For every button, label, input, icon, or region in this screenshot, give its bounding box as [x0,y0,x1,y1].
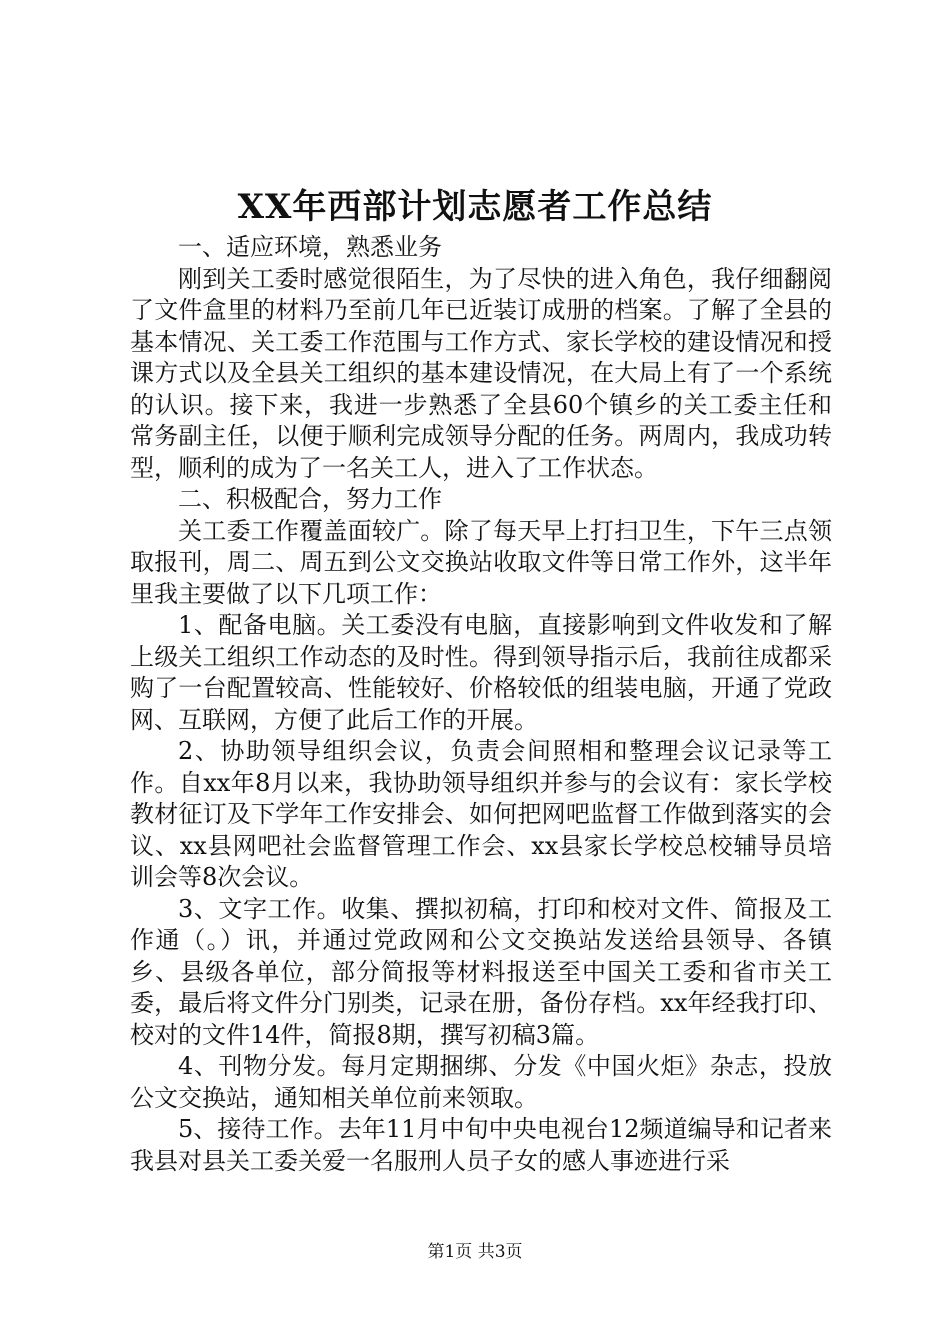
list-item: 4、刊物分发。每月定期捆绑、分发《中国火炬》杂志，投放公文交换站，通知相关单位前来领取。 [130,1052,832,1112]
list-item: 1、配备电脑。关工委没有电脑，直接影响到文件收发和了解上级关工组织工作动态的及时性。得到领导指示后，我前往成都采购了一台配置较高、性能较好、价格较低的组装电脑，开通了党政网、互联网，方便了此后工作的开展。 [130,611,832,734]
paragraph: 关工委工作覆盖面较广。除了每天早上打扫卫生，下午三点领取报刊，周二、周五到公文交换站收取文件等日常工作外，这半年里我主要做了以下几项工作： [130,516,832,608]
section-heading: 二、积极配合，努力工作 [178,485,442,513]
list-item: 5、接待工作。去年11月中旬中央电视台12频道编导和记者来我县对县关工委关爱一名服刑人员子女的感人事迹进行采 [130,1115,832,1175]
document-title: XX年西部计划志愿者工作总结 [237,187,713,227]
document-body [130,232,832,1177]
list-item: 3、文字工作。收集、撰拟初稿，打印和校对文件、简报及工作通（。）讯，并通过党政网和公文交换站发送给县领导、各镇乡、县级各单位，部分简报等材料报送至中国关工委和省市关工委，最后将文件分门别类，记录在册，备份存档。xx年经我打印、校对的文件14件，简报8期，撰写初稿3篇。 [130,894,832,1049]
page-number-footer: 第1页 共3页 [427,1242,523,1262]
list-item: 2、协助领导组织会议，负责会间照相和整理会议记录等工作。自xx年8月以来，我协助领导组织并参与的会议有：家长学校教材征订及下学年工作安排会、如何把网吧监督工作做到落实的会议、xx县网吧社会监督管理工作会、xx县家长学校总校辅导员培训会等8次会议。 [130,737,832,891]
paragraph: 刚到关工委时感觉很陌生，为了尽快的进入角色，我仔细翻阅了文件盒里的材料乃至前几年已近装订成册的档案。了解了全县的基本情况、关工委工作范围与工作方式、家长学校的建设情况和授课方式以及全县关工组织的基本建设情况，在大局上有了一个系统的认识。接下来，我进一步熟悉了全县60个镇乡的关工委主任和常务副主任，以便于顺利完成领导分配的任务。两周内，我成功转型，顺利的成为了一名关工人，进入了工作状态。 [130,264,832,482]
section-heading: 一、适应环境，熟悉业务 [178,233,442,261]
